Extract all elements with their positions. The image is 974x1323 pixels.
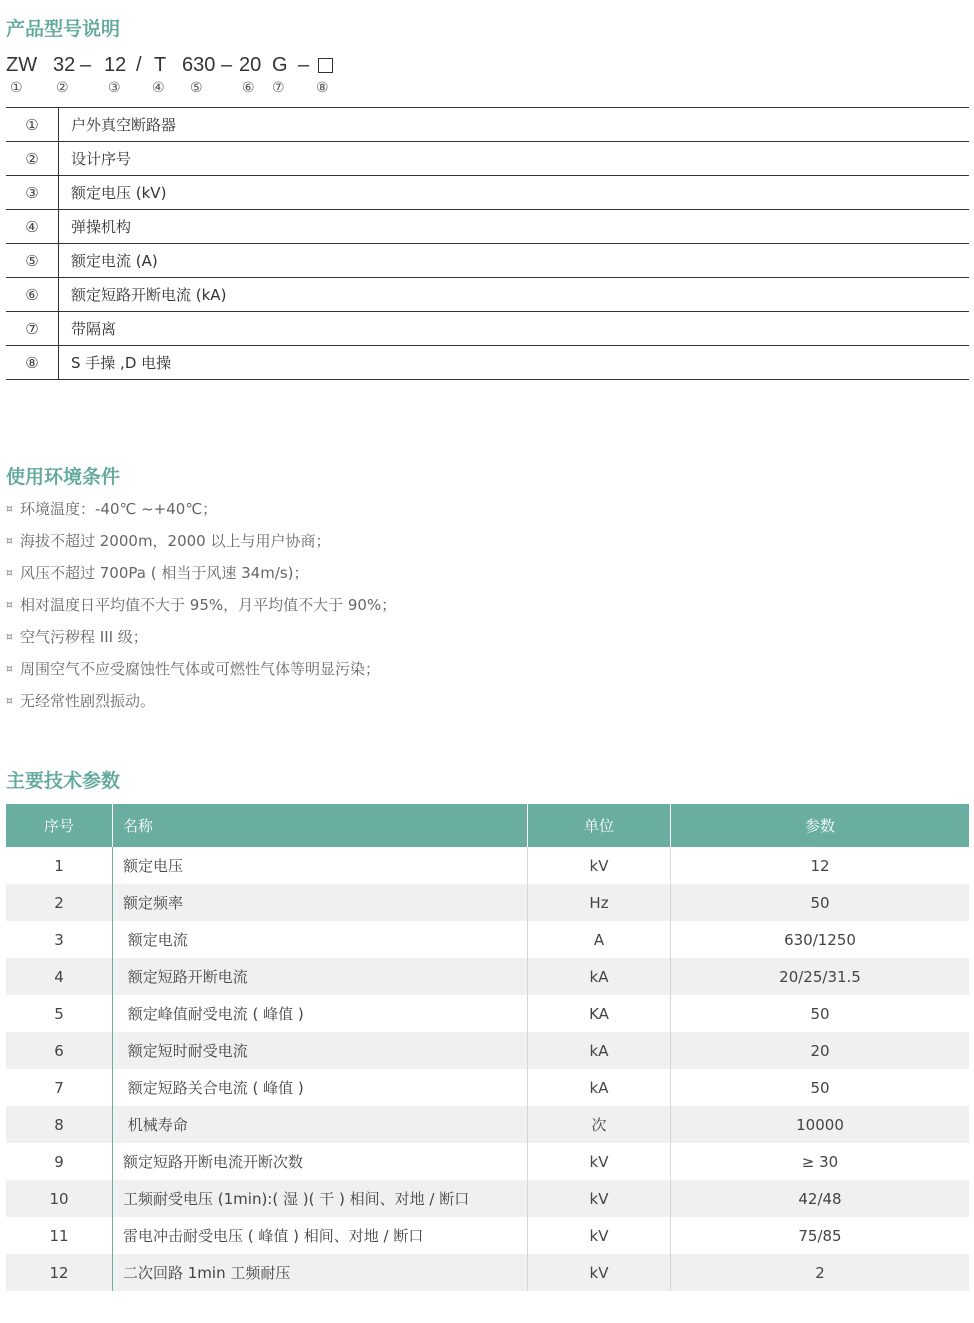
list-item	[6, 658, 906, 690]
row-no: 4	[6, 958, 113, 995]
legend-row	[6, 176, 969, 210]
legend-number: ③	[6, 176, 59, 209]
model-code	[6, 54, 406, 80]
legend-number: ⑦	[6, 312, 59, 345]
row-name: 雷电冲击耐受电压 ( 峰值 ) 相间、对地 / 断口	[113, 1217, 528, 1254]
legend-row	[6, 142, 969, 176]
table-row	[6, 921, 969, 958]
code-part: 630	[182, 54, 216, 76]
row-name: 机械寿命	[113, 1106, 528, 1143]
table-row	[6, 1032, 969, 1069]
list-item-text: 海拔不超过 2000m，2000 以上与用户协商；	[20, 532, 331, 550]
row-name: 额定电压	[113, 847, 528, 884]
table-row	[6, 1180, 969, 1217]
legend-row	[6, 244, 969, 278]
row-value: ≥ 30	[801, 1152, 839, 1171]
row-name: 工频耐受电压 (1min):( 湿 )( 干 ) 相间、对地 / 断口	[113, 1180, 528, 1217]
bullet-icon: ¤	[6, 566, 13, 579]
table-header-row	[6, 804, 969, 847]
row-value: 20/25/31.5	[671, 958, 970, 995]
list-item-text: 周围空气不应受腐蚀性气体或可燃性气体等明显污染；	[20, 660, 381, 678]
legend-number: ⑧	[6, 346, 59, 379]
list-item	[6, 530, 906, 562]
row-unit: kA	[528, 1069, 671, 1106]
table-row	[6, 1106, 969, 1143]
code-number: ⑤	[190, 80, 203, 96]
table-row	[6, 958, 969, 995]
model-section-title: 产品型号说明	[6, 18, 121, 40]
header-value: 参数	[671, 804, 970, 847]
row-no: 1	[6, 847, 113, 884]
list-item-text: 相对温度日平均值不大于 95%，月平均值不大于 90%；	[20, 596, 397, 614]
row-name: 额定短时耐受电流	[113, 1032, 528, 1069]
params-section-title: 主要技术参数	[6, 770, 121, 792]
row-name: 额定短路开断电流开断次数	[113, 1143, 528, 1180]
bullet-icon: ¤	[6, 534, 13, 547]
code-part: /	[136, 54, 142, 76]
model-legend-table	[6, 107, 969, 380]
code-number: ③	[108, 80, 121, 96]
code-number: ④	[152, 80, 165, 96]
environment-list	[6, 498, 906, 722]
table-row	[6, 884, 969, 921]
row-no: 2	[6, 884, 113, 921]
legend-number: ②	[6, 142, 59, 175]
row-value: 42/48	[671, 1180, 970, 1217]
list-item	[6, 498, 906, 530]
row-no: 7	[6, 1069, 113, 1106]
row-value: 20	[671, 1032, 970, 1069]
environment-section-title: 使用环境条件	[6, 466, 121, 488]
legend-row	[6, 210, 969, 244]
code-part: 20	[239, 54, 262, 76]
legend-row	[6, 312, 969, 346]
row-name: 额定短路关合电流 ( 峰值 )	[113, 1069, 528, 1106]
list-item	[6, 690, 906, 722]
bullet-icon: ¤	[6, 598, 13, 611]
row-unit: kV	[528, 1143, 671, 1180]
row-unit: kV	[528, 1180, 671, 1217]
row-value: 50	[671, 884, 970, 921]
legend-label: 弹操机构	[71, 218, 132, 236]
row-name: 额定峰值耐受电流 ( 峰值 )	[113, 995, 528, 1032]
legend-label: 额定电压 (kV)	[71, 184, 167, 202]
bullet-icon: ¤	[6, 502, 13, 515]
legend-row	[6, 346, 969, 380]
legend-label: 设计序号	[71, 150, 132, 168]
code-part: G	[272, 54, 288, 76]
header-no: 序号	[6, 804, 113, 847]
row-no: 11	[6, 1217, 113, 1254]
table-row	[6, 1143, 969, 1180]
code-part: –	[298, 54, 310, 76]
row-value: 50	[810, 1004, 830, 1023]
row-value: 12	[810, 856, 830, 875]
code-number: ⑧	[316, 80, 329, 96]
legend-row	[6, 278, 969, 312]
row-value: 2	[671, 1254, 970, 1291]
row-no: 3	[6, 921, 113, 958]
code-part: –	[80, 54, 92, 76]
row-unit: kV	[528, 1254, 671, 1291]
row-unit: KA	[528, 995, 671, 1032]
row-no: 9	[6, 1143, 113, 1180]
row-value: 50	[810, 1078, 830, 1097]
list-item-text: 风压不超过 700Pa ( 相当于风速 34m/s)；	[20, 564, 309, 582]
row-unit: 次	[528, 1106, 671, 1143]
bullet-icon: ¤	[6, 662, 13, 675]
code-number: ①	[10, 80, 23, 96]
row-no: 10	[6, 1180, 113, 1217]
list-item	[6, 594, 906, 626]
row-value: 10000	[671, 1106, 970, 1143]
table-row	[6, 1254, 969, 1291]
params-table	[6, 804, 969, 1291]
legend-number: ⑥	[6, 278, 59, 311]
row-value: 630/1250	[784, 930, 856, 949]
legend-number: ①	[6, 108, 59, 141]
legend-label: 带隔离	[71, 320, 117, 338]
list-item-text: 环境温度：-40℃ ~+40℃；	[20, 500, 218, 518]
legend-label: S 手操 ,D 电操	[71, 354, 172, 372]
row-unit: kA	[528, 1032, 671, 1069]
row-unit: kA	[528, 958, 671, 995]
bullet-icon: ¤	[6, 630, 13, 643]
legend-label: 额定短路开断电流 (kA)	[71, 286, 227, 304]
blank-box	[318, 58, 333, 73]
list-item-text: 无经常性剧烈振动。	[20, 692, 156, 710]
bullet-icon: ¤	[6, 694, 13, 707]
row-name: 额定电流	[113, 921, 528, 958]
code-part: T	[154, 54, 167, 76]
row-no: 8	[6, 1106, 113, 1143]
header-unit: 单位	[528, 804, 671, 847]
table-row	[6, 847, 969, 884]
row-value: 75/85	[798, 1226, 842, 1245]
row-name: 二次回路 1min 工频耐压	[113, 1254, 528, 1291]
row-no: 5	[6, 995, 113, 1032]
code-number: ⑦	[272, 80, 285, 96]
row-unit: Hz	[528, 884, 671, 921]
model-code-numbers	[6, 80, 406, 100]
legend-number: ④	[6, 210, 59, 243]
row-unit: kV	[528, 847, 671, 884]
code-number: ②	[56, 80, 69, 96]
legend-label: 额定电流 (A)	[71, 252, 158, 270]
row-name: 额定频率	[113, 884, 528, 921]
row-unit: A	[528, 921, 671, 958]
table-row	[6, 995, 969, 1032]
row-no: 12	[6, 1254, 113, 1291]
code-part: 12	[104, 54, 127, 76]
code-number: ⑥	[242, 80, 255, 96]
row-no: 6	[6, 1032, 113, 1069]
list-item-text: 空气污秽程 III 级；	[20, 628, 148, 646]
code-part: ZW	[6, 54, 38, 76]
header-name: 名称	[113, 804, 528, 847]
table-row	[6, 1217, 969, 1254]
table-row	[6, 1069, 969, 1106]
list-item	[6, 562, 906, 594]
row-unit: kV	[528, 1217, 671, 1254]
code-part: –	[221, 54, 233, 76]
legend-label: 户外真空断路器	[71, 116, 177, 134]
legend-row	[6, 108, 969, 142]
list-item	[6, 626, 906, 658]
row-name: 额定短路开断电流	[113, 958, 528, 995]
code-part: 32	[53, 54, 76, 76]
legend-number: ⑤	[6, 244, 59, 277]
